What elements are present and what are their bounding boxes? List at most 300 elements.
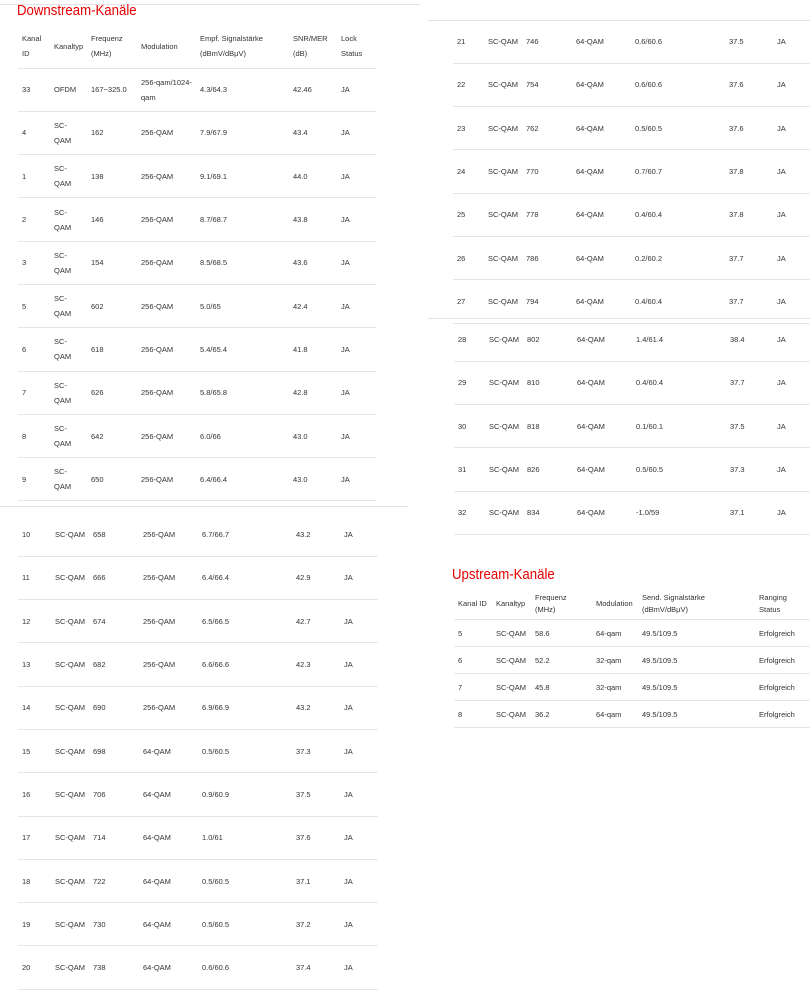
- cell-modulation: 64-QAM: [572, 193, 631, 236]
- downstream-table-part-1: [18, 25, 376, 501]
- cell-snr: 37.4: [292, 946, 340, 989]
- downstream-panel-right-top: [428, 0, 810, 318]
- cell-frequenz: 674: [89, 600, 139, 643]
- downstream-panel-bottom: [0, 513, 400, 999]
- cell-modulation: 64-QAM: [572, 20, 631, 63]
- cell-snr: 37.7: [726, 361, 773, 404]
- cell-ranging-status: Erfolgreich: [755, 674, 810, 701]
- cell-modulation: 64-QAM: [139, 816, 198, 859]
- table-row: [18, 111, 376, 154]
- cell-kanal-id: 12: [18, 600, 51, 643]
- col-header-signalstaerke: Empf. Signalstärke (dBmV/dBµV): [196, 25, 289, 68]
- cell-kanaltyp: SC-QAM: [51, 859, 89, 902]
- cell-signalstaerke: 0.1/60.1: [632, 405, 726, 448]
- cell-modulation: 64-QAM: [573, 405, 632, 448]
- cell-modulation: 64-QAM: [573, 318, 632, 361]
- table-row: [18, 68, 376, 111]
- cell-snr: 42.46: [289, 68, 337, 111]
- downstream-table-part-4: [454, 318, 810, 535]
- cell-signalstaerke: 5.4/65.4: [196, 328, 289, 371]
- cell-kanal-id: 31: [454, 448, 485, 491]
- cell-frequenz: 714: [89, 816, 139, 859]
- cell-snr: 37.7: [725, 280, 773, 323]
- cell-signalstaerke: 0.4/60.4: [632, 361, 726, 404]
- table-row: [18, 686, 378, 729]
- cell-snr: 43.2: [292, 513, 340, 556]
- cell-kanaltyp: SC-QAM: [485, 318, 523, 361]
- cell-signalstaerke: 6.9/66.9: [198, 686, 292, 729]
- cell-kanal-id: 2: [18, 198, 50, 241]
- downstream-table-part-2: [18, 513, 378, 990]
- cell-kanaltyp: SC-QAM: [50, 284, 87, 327]
- cell-snr: 37.5: [725, 20, 773, 63]
- cell-kanaltyp: SC-QAM: [50, 328, 87, 371]
- cell-frequenz: 802: [523, 318, 573, 361]
- cell-kanaltyp: SC-QAM: [484, 280, 522, 323]
- table-row: [18, 513, 378, 556]
- cell-kanaltyp: SC-QAM: [50, 155, 87, 198]
- cell-modulation: 256-QAM: [139, 556, 198, 599]
- cell-kanal-id: 8: [18, 414, 50, 457]
- cell-frequenz: 45.8: [531, 674, 592, 701]
- cell-lock-status: JA: [337, 371, 376, 414]
- cell-lock-status: JA: [773, 20, 810, 63]
- cell-snr: 37.3: [292, 729, 340, 772]
- cell-kanal-id: 16: [18, 773, 51, 816]
- cell-kanaltyp: SC-QAM: [51, 513, 89, 556]
- cell-kanal-id: 3: [18, 241, 50, 284]
- cell-kanal-id: 19: [18, 903, 51, 946]
- cell-modulation: 256-QAM: [139, 600, 198, 643]
- cell-signalstaerke: 0.7/60.7: [631, 150, 725, 193]
- cell-lock-status: JA: [773, 150, 810, 193]
- cell-signalstaerke: 0.4/60.4: [631, 280, 725, 323]
- table-header-row: [454, 589, 810, 620]
- cell-modulation: 32-qam: [592, 674, 638, 701]
- table-row: [18, 241, 376, 284]
- cell-lock-status: JA: [773, 448, 810, 491]
- cell-snr: 38.4: [726, 318, 773, 361]
- cell-snr: 37.3: [726, 448, 773, 491]
- cell-modulation: 64-QAM: [572, 107, 631, 150]
- cell-modulation: 64-QAM: [139, 946, 198, 989]
- cell-signalstaerke: 6.6/66.6: [198, 643, 292, 686]
- cell-frequenz: 738: [89, 946, 139, 989]
- cell-kanal-id: 6: [454, 647, 492, 674]
- cell-lock-status: JA: [337, 68, 376, 111]
- table-row: [18, 773, 378, 816]
- cell-snr: 37.1: [726, 491, 773, 534]
- cell-frequenz: 650: [87, 458, 137, 501]
- cell-kanaltyp: SC-QAM: [51, 686, 89, 729]
- cell-modulation: 64-QAM: [572, 280, 631, 323]
- cell-snr: 42.9: [292, 556, 340, 599]
- upstream-rows: [454, 620, 810, 728]
- cell-lock-status: JA: [337, 241, 376, 284]
- cell-kanal-id: 7: [454, 674, 492, 701]
- cell-signalstaerke: 0.5/60.5: [631, 107, 725, 150]
- cell-modulation: 64-qam: [592, 620, 638, 647]
- cell-kanal-id: 25: [453, 193, 484, 236]
- cell-kanal-id: 27: [453, 280, 484, 323]
- cell-modulation: 256-QAM: [139, 513, 198, 556]
- cell-kanaltyp: SC-QAM: [51, 556, 89, 599]
- cell-kanal-id: 7: [18, 371, 50, 414]
- cell-kanaltyp: SC-QAM: [492, 647, 531, 674]
- cell-kanaltyp: SC-QAM: [51, 946, 89, 989]
- cell-lock-status: JA: [340, 686, 378, 729]
- cell-frequenz: 834: [523, 491, 573, 534]
- cell-lock-status: JA: [337, 284, 376, 327]
- cell-signalstaerke: 0.6/60.6: [631, 20, 725, 63]
- cell-kanal-id: 20: [18, 946, 51, 989]
- cell-frequenz: 36.2: [531, 701, 592, 728]
- cell-modulation: 256-QAM: [137, 328, 196, 371]
- cell-signalstaerke: -1.0/59: [632, 491, 726, 534]
- cell-kanaltyp: SC-QAM: [51, 729, 89, 772]
- cell-signalstaerke: 0.2/60.2: [631, 236, 725, 279]
- cell-kanaltyp: SC-QAM: [484, 150, 522, 193]
- cell-kanal-id: 17: [18, 816, 51, 859]
- col-header-ranging-status: Ranging Status: [755, 589, 810, 620]
- cell-snr: 43.8: [289, 198, 337, 241]
- cell-kanal-id: 13: [18, 643, 51, 686]
- cell-kanaltyp: SC-QAM: [484, 236, 522, 279]
- cell-snr: 42.4: [289, 284, 337, 327]
- cell-signalstaerke: 0.5/60.5: [198, 729, 292, 772]
- cell-snr: 43.6: [289, 241, 337, 284]
- cell-lock-status: JA: [773, 280, 810, 323]
- cell-lock-status: JA: [773, 361, 810, 404]
- cell-frequenz: 52.2: [531, 647, 592, 674]
- cell-frequenz: 778: [522, 193, 572, 236]
- cell-modulation: 256-QAM: [137, 414, 196, 457]
- cell-lock-status: JA: [773, 193, 810, 236]
- col-header-kanaltyp: Kanaltyp: [492, 589, 531, 620]
- cell-frequenz: 658: [89, 513, 139, 556]
- col-header-modulation: Modulation: [137, 25, 196, 68]
- downstream-table-part-3: [453, 20, 810, 324]
- cell-lock-status: JA: [773, 405, 810, 448]
- upstream-title: Upstream-Kanäle: [452, 566, 555, 583]
- cell-snr: 37.8: [725, 150, 773, 193]
- cell-kanal-id: 28: [454, 318, 485, 361]
- cell-kanaltyp: SC-QAM: [484, 107, 522, 150]
- table-row: [18, 859, 378, 902]
- cell-kanal-id: 32: [454, 491, 485, 534]
- divider: [0, 506, 408, 507]
- table-row: [18, 198, 376, 241]
- cell-lock-status: JA: [340, 556, 378, 599]
- cell-lock-status: JA: [773, 63, 810, 106]
- table-row: [454, 405, 810, 448]
- cell-kanal-id: 18: [18, 859, 51, 902]
- table-row: [18, 328, 376, 371]
- cell-modulation: 64-QAM: [139, 773, 198, 816]
- cell-ranging-status: Erfolgreich: [755, 701, 810, 728]
- cell-lock-status: JA: [340, 729, 378, 772]
- cell-frequenz: 762: [522, 107, 572, 150]
- table-row: [18, 284, 376, 327]
- cell-frequenz: 794: [522, 280, 572, 323]
- cell-kanal-id: 22: [453, 63, 484, 106]
- cell-modulation: 32-qam: [592, 647, 638, 674]
- col-header-kanal-id: Kanal ID: [18, 25, 50, 68]
- cell-modulation: 256-QAM: [137, 198, 196, 241]
- cell-lock-status: JA: [337, 328, 376, 371]
- cell-signalstaerke: 49.5/109.5: [638, 701, 755, 728]
- cell-frequenz: 146: [87, 198, 137, 241]
- cell-kanal-id: 4: [18, 111, 50, 154]
- cell-frequenz: 626: [87, 371, 137, 414]
- cell-kanaltyp: SC-QAM: [485, 405, 523, 448]
- cell-modulation: 64-QAM: [572, 63, 631, 106]
- cell-kanaltyp: SC-QAM: [50, 241, 87, 284]
- cell-modulation: 64-QAM: [139, 729, 198, 772]
- cell-kanal-id: 5: [454, 620, 492, 647]
- cell-lock-status: JA: [773, 318, 810, 361]
- cell-snr: 37.6: [725, 63, 773, 106]
- cell-signalstaerke: 1.0/61: [198, 816, 292, 859]
- cell-lock-status: JA: [337, 111, 376, 154]
- cell-snr: 43.2: [292, 686, 340, 729]
- table-row: [18, 600, 378, 643]
- col-header-frequenz: Frequenz (MHz): [87, 25, 137, 68]
- cell-kanaltyp: SC-QAM: [485, 491, 523, 534]
- cell-kanal-id: 6: [18, 328, 50, 371]
- cell-kanal-id: 24: [453, 150, 484, 193]
- cell-lock-status: JA: [340, 859, 378, 902]
- cell-lock-status: JA: [340, 903, 378, 946]
- cell-modulation: 64-QAM: [139, 903, 198, 946]
- cell-modulation: 64-QAM: [573, 491, 632, 534]
- cell-kanal-id: 30: [454, 405, 485, 448]
- table-row: [454, 448, 810, 491]
- cell-signalstaerke: 49.5/109.5: [638, 647, 755, 674]
- cell-kanal-id: 5: [18, 284, 50, 327]
- cell-kanal-id: 21: [453, 20, 484, 63]
- table-row: [453, 107, 810, 150]
- cell-signalstaerke: 0.6/60.6: [198, 946, 292, 989]
- cell-kanal-id: 14: [18, 686, 51, 729]
- cell-frequenz: 786: [522, 236, 572, 279]
- cell-lock-status: JA: [340, 773, 378, 816]
- table-row: [18, 643, 378, 686]
- table-row: [454, 620, 810, 647]
- cell-kanal-id: 33: [18, 68, 50, 111]
- cell-modulation: 256-QAM: [137, 284, 196, 327]
- cell-signalstaerke: 1.4/61.4: [632, 318, 726, 361]
- upstream-table: [454, 589, 810, 728]
- col-header-kanal-id: Kanal ID: [454, 589, 492, 620]
- cell-modulation: 64-QAM: [573, 361, 632, 404]
- cell-snr: 42.8: [289, 371, 337, 414]
- cell-frequenz: 167~325.0: [87, 68, 137, 111]
- cell-signalstaerke: 0.9/60.9: [198, 773, 292, 816]
- cell-modulation: 256-qam/1024-qam: [137, 68, 196, 111]
- cell-lock-status: JA: [337, 155, 376, 198]
- cell-lock-status: JA: [340, 513, 378, 556]
- cell-frequenz: 810: [523, 361, 573, 404]
- cell-kanaltyp: SC-QAM: [492, 674, 531, 701]
- cell-frequenz: 818: [523, 405, 573, 448]
- cell-signalstaerke: 4.3/64.3: [196, 68, 289, 111]
- cell-signalstaerke: 0.5/60.5: [198, 903, 292, 946]
- cell-frequenz: 162: [87, 111, 137, 154]
- table-row: [453, 20, 810, 63]
- cell-frequenz: 690: [89, 686, 139, 729]
- cell-snr: 41.8: [289, 328, 337, 371]
- cell-snr: 37.7: [725, 236, 773, 279]
- cell-kanal-id: 23: [453, 107, 484, 150]
- cell-kanaltyp: SC-QAM: [51, 816, 89, 859]
- cell-signalstaerke: 6.0/66: [196, 414, 289, 457]
- table-row: [18, 414, 376, 457]
- table-row: [454, 674, 810, 701]
- table-row: [454, 318, 810, 361]
- downstream-rows: [18, 513, 378, 989]
- table-row: [454, 491, 810, 534]
- cell-lock-status: JA: [773, 107, 810, 150]
- table-row: [453, 63, 810, 106]
- cell-lock-status: JA: [340, 600, 378, 643]
- cell-kanaltyp: OFDM: [50, 68, 87, 111]
- cell-kanaltyp: SC-QAM: [484, 63, 522, 106]
- table-row: [18, 816, 378, 859]
- table-row: [454, 647, 810, 674]
- cell-kanaltyp: SC-QAM: [51, 773, 89, 816]
- downstream-rows: [453, 20, 810, 323]
- cell-kanaltyp: SC-QAM: [50, 414, 87, 457]
- cell-modulation: 256-QAM: [137, 155, 196, 198]
- cell-frequenz: 58.6: [531, 620, 592, 647]
- cell-snr: 37.2: [292, 903, 340, 946]
- cell-snr: 37.8: [725, 193, 773, 236]
- cell-kanaltyp: SC-QAM: [50, 111, 87, 154]
- table-row: [18, 556, 378, 599]
- cell-kanaltyp: SC-QAM: [484, 20, 522, 63]
- cell-modulation: 256-QAM: [137, 241, 196, 284]
- cell-kanaltyp: SC-QAM: [484, 193, 522, 236]
- cell-lock-status: JA: [340, 946, 378, 989]
- cell-frequenz: 706: [89, 773, 139, 816]
- cell-kanal-id: 8: [454, 701, 492, 728]
- cell-signalstaerke: 6.4/66.4: [196, 458, 289, 501]
- cell-frequenz: 602: [87, 284, 137, 327]
- cell-frequenz: 138: [87, 155, 137, 198]
- cell-frequenz: 698: [89, 729, 139, 772]
- cell-signalstaerke: 6.4/66.4: [198, 556, 292, 599]
- cell-kanal-id: 9: [18, 458, 50, 501]
- cell-signalstaerke: 7.9/67.9: [196, 111, 289, 154]
- col-header-lock: Lock Status: [337, 25, 376, 68]
- cell-modulation: 256-QAM: [137, 458, 196, 501]
- cell-signalstaerke: 49.5/109.5: [638, 620, 755, 647]
- cell-signalstaerke: 8.5/68.5: [196, 241, 289, 284]
- cell-kanaltyp: SC-QAM: [50, 371, 87, 414]
- cell-modulation: 256-QAM: [137, 371, 196, 414]
- cell-snr: 43.0: [289, 414, 337, 457]
- col-header-kanaltyp: Kanaltyp: [50, 25, 87, 68]
- cell-kanaltyp: SC-QAM: [51, 643, 89, 686]
- cell-kanal-id: 11: [18, 556, 51, 599]
- cell-signalstaerke: 0.6/60.6: [631, 63, 725, 106]
- cell-lock-status: JA: [337, 414, 376, 457]
- downstream-rows: [18, 68, 376, 501]
- cell-kanaltyp: SC-QAM: [485, 448, 523, 491]
- cell-lock-status: JA: [340, 816, 378, 859]
- cell-kanal-id: 29: [454, 361, 485, 404]
- cell-kanal-id: 26: [453, 236, 484, 279]
- cell-snr: 43.0: [289, 458, 337, 501]
- table-row: [18, 458, 376, 501]
- cell-modulation: 64-QAM: [572, 150, 631, 193]
- cell-kanal-id: 1: [18, 155, 50, 198]
- cell-frequenz: 618: [87, 328, 137, 371]
- cell-frequenz: 682: [89, 643, 139, 686]
- downstream-rows: [454, 318, 810, 534]
- cell-snr: 37.1: [292, 859, 340, 902]
- cell-kanaltyp: SC-QAM: [51, 903, 89, 946]
- cell-snr: 42.7: [292, 600, 340, 643]
- table-header-row: [18, 25, 376, 68]
- table-row: [453, 193, 810, 236]
- table-row: [453, 150, 810, 193]
- cell-kanaltyp: SC-QAM: [492, 701, 531, 728]
- cell-modulation: 256-QAM: [139, 686, 198, 729]
- table-row: [453, 280, 810, 323]
- table-row: [453, 236, 810, 279]
- cell-signalstaerke: 0.5/60.5: [632, 448, 726, 491]
- cell-signalstaerke: 0.5/60.5: [198, 859, 292, 902]
- downstream-panel-top: [0, 0, 420, 506]
- upstream-panel: [452, 562, 810, 732]
- table-row: [18, 729, 378, 772]
- col-header-snr: SNR/MER (dB): [289, 25, 337, 68]
- cell-modulation: 256-QAM: [137, 111, 196, 154]
- cell-snr: 37.5: [292, 773, 340, 816]
- downstream-panel-right-bottom: [428, 318, 810, 538]
- cell-frequenz: 666: [89, 556, 139, 599]
- cell-frequenz: 642: [87, 414, 137, 457]
- table-row: [18, 155, 376, 198]
- cell-frequenz: 826: [523, 448, 573, 491]
- col-header-signalstaerke: Send. Signalstärke (dBmV/dBµV): [638, 589, 755, 620]
- cell-signalstaerke: 5.8/65.8: [196, 371, 289, 414]
- cell-frequenz: 154: [87, 241, 137, 284]
- downstream-title: Downstream-Kanäle: [17, 2, 137, 19]
- cell-lock-status: JA: [773, 236, 810, 279]
- table-row: [454, 701, 810, 728]
- table-row: [454, 361, 810, 404]
- cell-ranging-status: Erfolgreich: [755, 647, 810, 674]
- cell-kanaltyp: SC-QAM: [51, 600, 89, 643]
- cell-modulation: 256-QAM: [139, 643, 198, 686]
- cell-modulation: 64-QAM: [572, 236, 631, 279]
- cell-kanaltyp: SC-QAM: [492, 620, 531, 647]
- cell-frequenz: 730: [89, 903, 139, 946]
- cell-snr: 43.4: [289, 111, 337, 154]
- cell-snr: 37.5: [726, 405, 773, 448]
- cell-frequenz: 722: [89, 859, 139, 902]
- col-header-frequenz: Frequenz (MHz): [531, 589, 592, 620]
- cell-signalstaerke: 6.5/66.5: [198, 600, 292, 643]
- cell-frequenz: 770: [522, 150, 572, 193]
- cell-kanal-id: 15: [18, 729, 51, 772]
- cell-signalstaerke: 9.1/69.1: [196, 155, 289, 198]
- cell-modulation: 64-QAM: [573, 448, 632, 491]
- cell-signalstaerke: 8.7/68.7: [196, 198, 289, 241]
